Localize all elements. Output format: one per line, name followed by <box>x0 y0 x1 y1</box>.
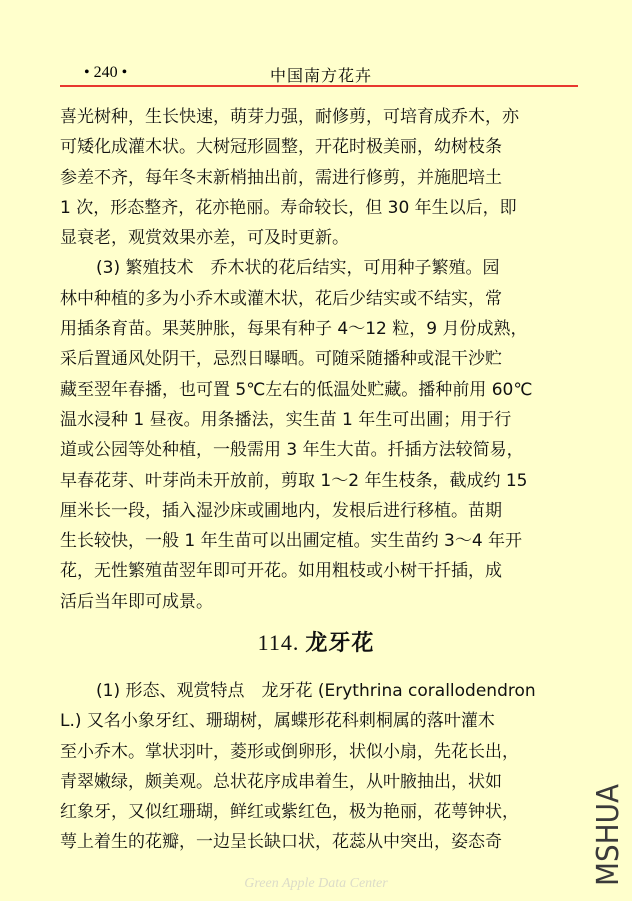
text-line: 至小乔木。掌状羽叶，菱形或倒卵形，状似小扇，先花长出， <box>60 741 519 762</box>
text-line: 用插条育苗。果荚肿胀，每果有种子 4～12 粒，9 月份成熟， <box>60 319 528 340</box>
text-line: 生长较快，一般 1 年生苗可以出圃定植。实生苗约 3～4 年开 <box>60 531 523 552</box>
bottom-watermark: Green Apple Data Center <box>244 876 388 891</box>
side-watermark <box>580 782 630 887</box>
text-line: 活后当年即可成景。 <box>60 591 213 612</box>
text-line: 青翠嫩绿，颇美观。总状花序成串着生，从叶腋抽出，状如 <box>60 771 502 792</box>
text-line: 藏至翌年春播，也可置 5℃左右的低温处贮藏。播种前用 60℃ <box>60 379 533 400</box>
side-watermark-text: MSHUA <box>591 782 626 886</box>
body-text-bottom <box>60 676 580 858</box>
text-line: 参差不齐，每年冬末新梢抽出前，需进行修剪，并施肥培土 <box>60 167 502 188</box>
text-line: L.) 又名小象牙红、珊瑚树，属蝶形花科刺桐属的落叶灌木 <box>60 711 495 732</box>
section-title: 龙牙花 <box>305 631 375 656</box>
text-line: 道或公园等处种植，一般需用 3 年生大苗。扦插方法较简易， <box>60 440 524 461</box>
text-line: 萼上着生的花瓣，一边呈长缺口状，花蕊从中突出，姿态奇 <box>60 832 502 853</box>
text-line: 花，无性繁殖苗翌年即可开花。如用粗枝或小树干扦插，成 <box>60 561 502 582</box>
section-heading <box>0 626 632 657</box>
text-line: 采后置通风处阴干，忌烈日曝晒。可随采随播种或混干沙贮 <box>60 349 502 370</box>
text-line: (1) 形态、观赏特点 龙牙花 (Erythrina corallodendron <box>96 681 536 701</box>
text-line: 红象牙，又似红珊瑚，鲜红或紫红色，极为艳丽，花萼钟状， <box>60 802 519 823</box>
text-line: 温水浸种 1 昼夜。用条播法，实生苗 1 年生可出圃；用于行 <box>60 409 512 430</box>
section-number: 114. <box>257 630 300 655</box>
body-text-top <box>60 102 580 617</box>
text-line: 喜光树种，生长快速，萌芽力强，耐修剪，可培育成乔木，亦 <box>60 107 519 127</box>
header-rule <box>60 85 578 87</box>
text-line: 林中种植的多为小乔木或灌木状，花后少结实或不结实，常 <box>60 288 502 309</box>
text-line: 显衰老，观赏效果亦差，可及时更新。 <box>60 228 349 249</box>
text-line: 1 次，形态整齐，花亦艳丽。寿命较长，但 30 年生以后，即 <box>60 197 517 218</box>
text-line: 早春花芽、叶芽尚未开放前，剪取 1～2 年生枝条，截成约 15 <box>60 470 528 491</box>
page-number: • 240 • <box>84 64 128 81</box>
text-line: 可矮化成灌木状。大树冠形圆整，开花时极美丽，幼树枝条 <box>60 137 502 158</box>
text-line: (3) 繁殖技术 乔木状的花后结实，可用种子繁殖。园 <box>96 258 500 279</box>
text-line: 厘米长一段，插入湿沙床或圃地内，发根后进行移植。苗期 <box>60 500 502 521</box>
running-head-title: 中国南方花卉 <box>270 66 373 85</box>
